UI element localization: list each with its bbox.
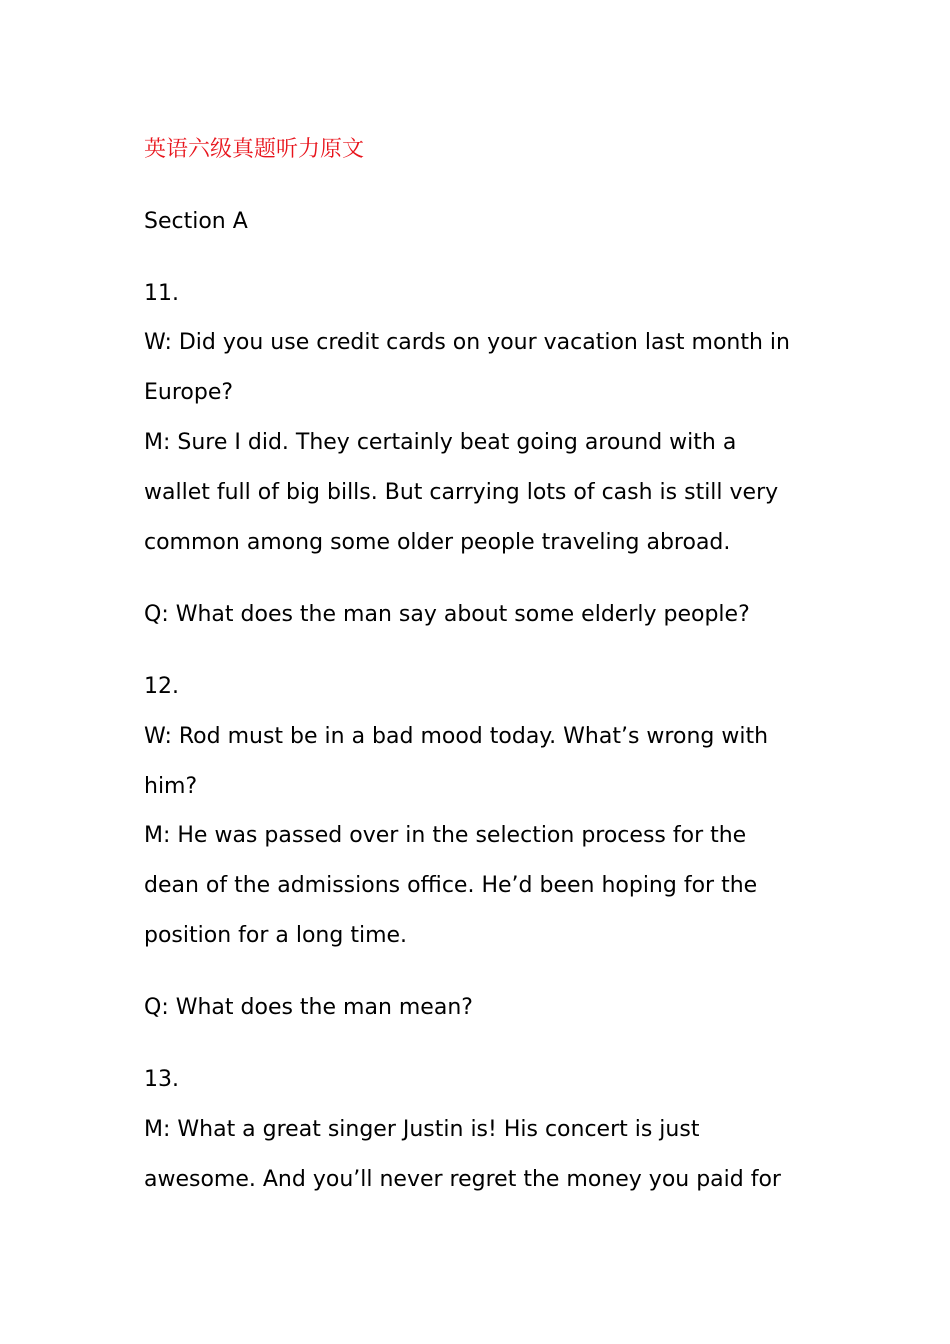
question-line: Q: What does the man say about some elderly people? xyxy=(144,602,750,627)
question-number-11: 11. xyxy=(144,281,179,306)
dialogue-line: W: Rod must be in a bad mood today. What’s wrong with xyxy=(144,724,769,749)
question-number-13: 13. xyxy=(144,1067,179,1092)
dialogue-line: W: Did you use credit cards on your vacation last month in xyxy=(144,330,790,355)
dialogue-line: M: Sure I did. They certainly beat going around with a xyxy=(144,430,737,455)
section-heading: Section A xyxy=(144,209,248,234)
dialogue-line: M: He was passed over in the selection process for the xyxy=(144,823,747,848)
document-title: 英语六级真题听力原文 xyxy=(144,137,365,162)
question-line: Q: What does the man mean? xyxy=(144,995,473,1020)
dialogue-line: Europe? xyxy=(144,380,234,405)
dialogue-line: dean of the admissions office. He’d been hoping for the xyxy=(144,873,758,898)
dialogue-line: awesome. And you’ll never regret the money you paid for xyxy=(144,1167,781,1192)
dialogue-line: him? xyxy=(144,774,198,799)
dialogue-line: position for a long time. xyxy=(144,923,408,948)
question-number-12: 12. xyxy=(144,674,179,699)
dialogue-line: M: What a great singer Justin is! His concert is just xyxy=(144,1117,700,1142)
dialogue-line: common among some older people traveling abroad. xyxy=(144,530,731,555)
dialogue-line: wallet full of big bills. But carrying lots of cash is still very xyxy=(144,480,779,505)
